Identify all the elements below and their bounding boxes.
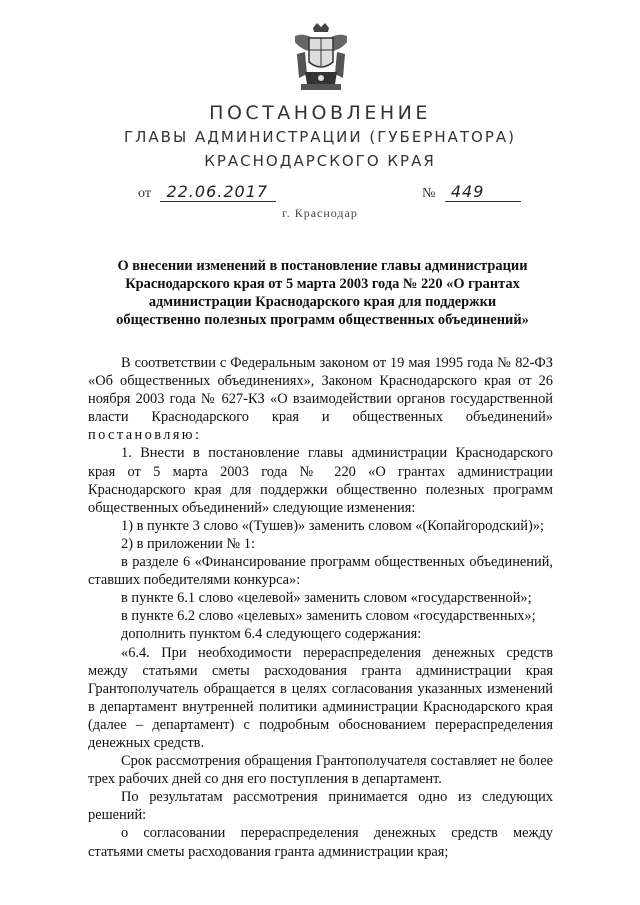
document-type: ПОСТАНОВЛЕНИЕ xyxy=(209,102,431,124)
paragraph: 1. Внести в постановление главы администрации Краснодарского края от 5 марта 2003 года № 220 «О грантах администрации Краснодарского края для поддержки общественно полезных программ общественных объединений» следующие изменения: xyxy=(88,445,553,516)
city-label: г. Краснодар xyxy=(282,206,358,220)
paragraph: Срок рассмотрения обращения Грантополучателя составляет не более трех рабочих дней со дня его поступления в департамент. xyxy=(88,753,553,788)
number-row xyxy=(422,182,521,202)
paragraph: 2) в приложении № 1: xyxy=(121,535,255,552)
paragraph: в разделе 6 «Финансирование программ общественных объединений, ставших победителями конкурса»: xyxy=(88,554,553,589)
paragraph: По результатам рассмотрения принимается одно из следующих решений: xyxy=(88,789,553,824)
paragraph: о согласовании перераспределения денежных средств между статьями сметы расходования гранта администрации края; xyxy=(88,825,553,860)
date-prefix: от xyxy=(138,186,151,201)
region-name: КРАСНОДАРСКОГО КРАЯ xyxy=(204,152,436,170)
paragraph: в пункте 6.1 слово «целевой» заменить словом «государственной»; xyxy=(121,590,532,607)
paragraph-text: В соответствии с Федеральным законом от 19 мая 1995 года № 82-ФЗ «Об общественных объединениях», Законом Краснодарского края от 26 ноября 2003 года № 627-КЗ «О взаимодействии органов государственной власти Краснодарского края и общественных объединений» xyxy=(88,355,553,426)
paragraph: 1) в пункте 3 слово «(Тушев)» заменить словом «(Копайгородский)»; xyxy=(121,517,544,534)
handwritten-date: 22.06.2017 xyxy=(160,182,276,202)
paragraph: дополнить пунктом 6.4 следующего содержания: xyxy=(121,626,422,643)
paragraph: в пункте 6.2 слово «целевых» заменить словом «государственных»; xyxy=(121,608,536,625)
number-prefix: № xyxy=(422,186,436,201)
handwritten-number: 449 xyxy=(445,182,521,202)
coat-of-arms-icon xyxy=(291,22,351,94)
document-body xyxy=(88,354,553,861)
resolution-keyword: постановляю: xyxy=(88,427,202,444)
date-row xyxy=(138,182,276,202)
paragraph xyxy=(88,354,553,444)
document-title: О внесении изменений в постановление главы администрации Краснодарского края от 5 марта 2003 года № 220 «О грантах администрации Краснодарского края для поддержки общественно полезных программ общественных объединений» xyxy=(116,258,529,328)
paragraph: «6.4. При необходимости перераспределения денежных средств между статьями сметы расходования гранта администрации края Грантополучатель обращается в целях согласования указанных изменений в департамент внутренней политики администрации Краснодарского края (далее – департамент) с подробным обоснованием перераспределения денежных средств. xyxy=(88,644,553,751)
issuing-authority: ГЛАВЫ АДМИНИСТРАЦИИ (ГУБЕРНАТОРА) xyxy=(123,128,517,146)
